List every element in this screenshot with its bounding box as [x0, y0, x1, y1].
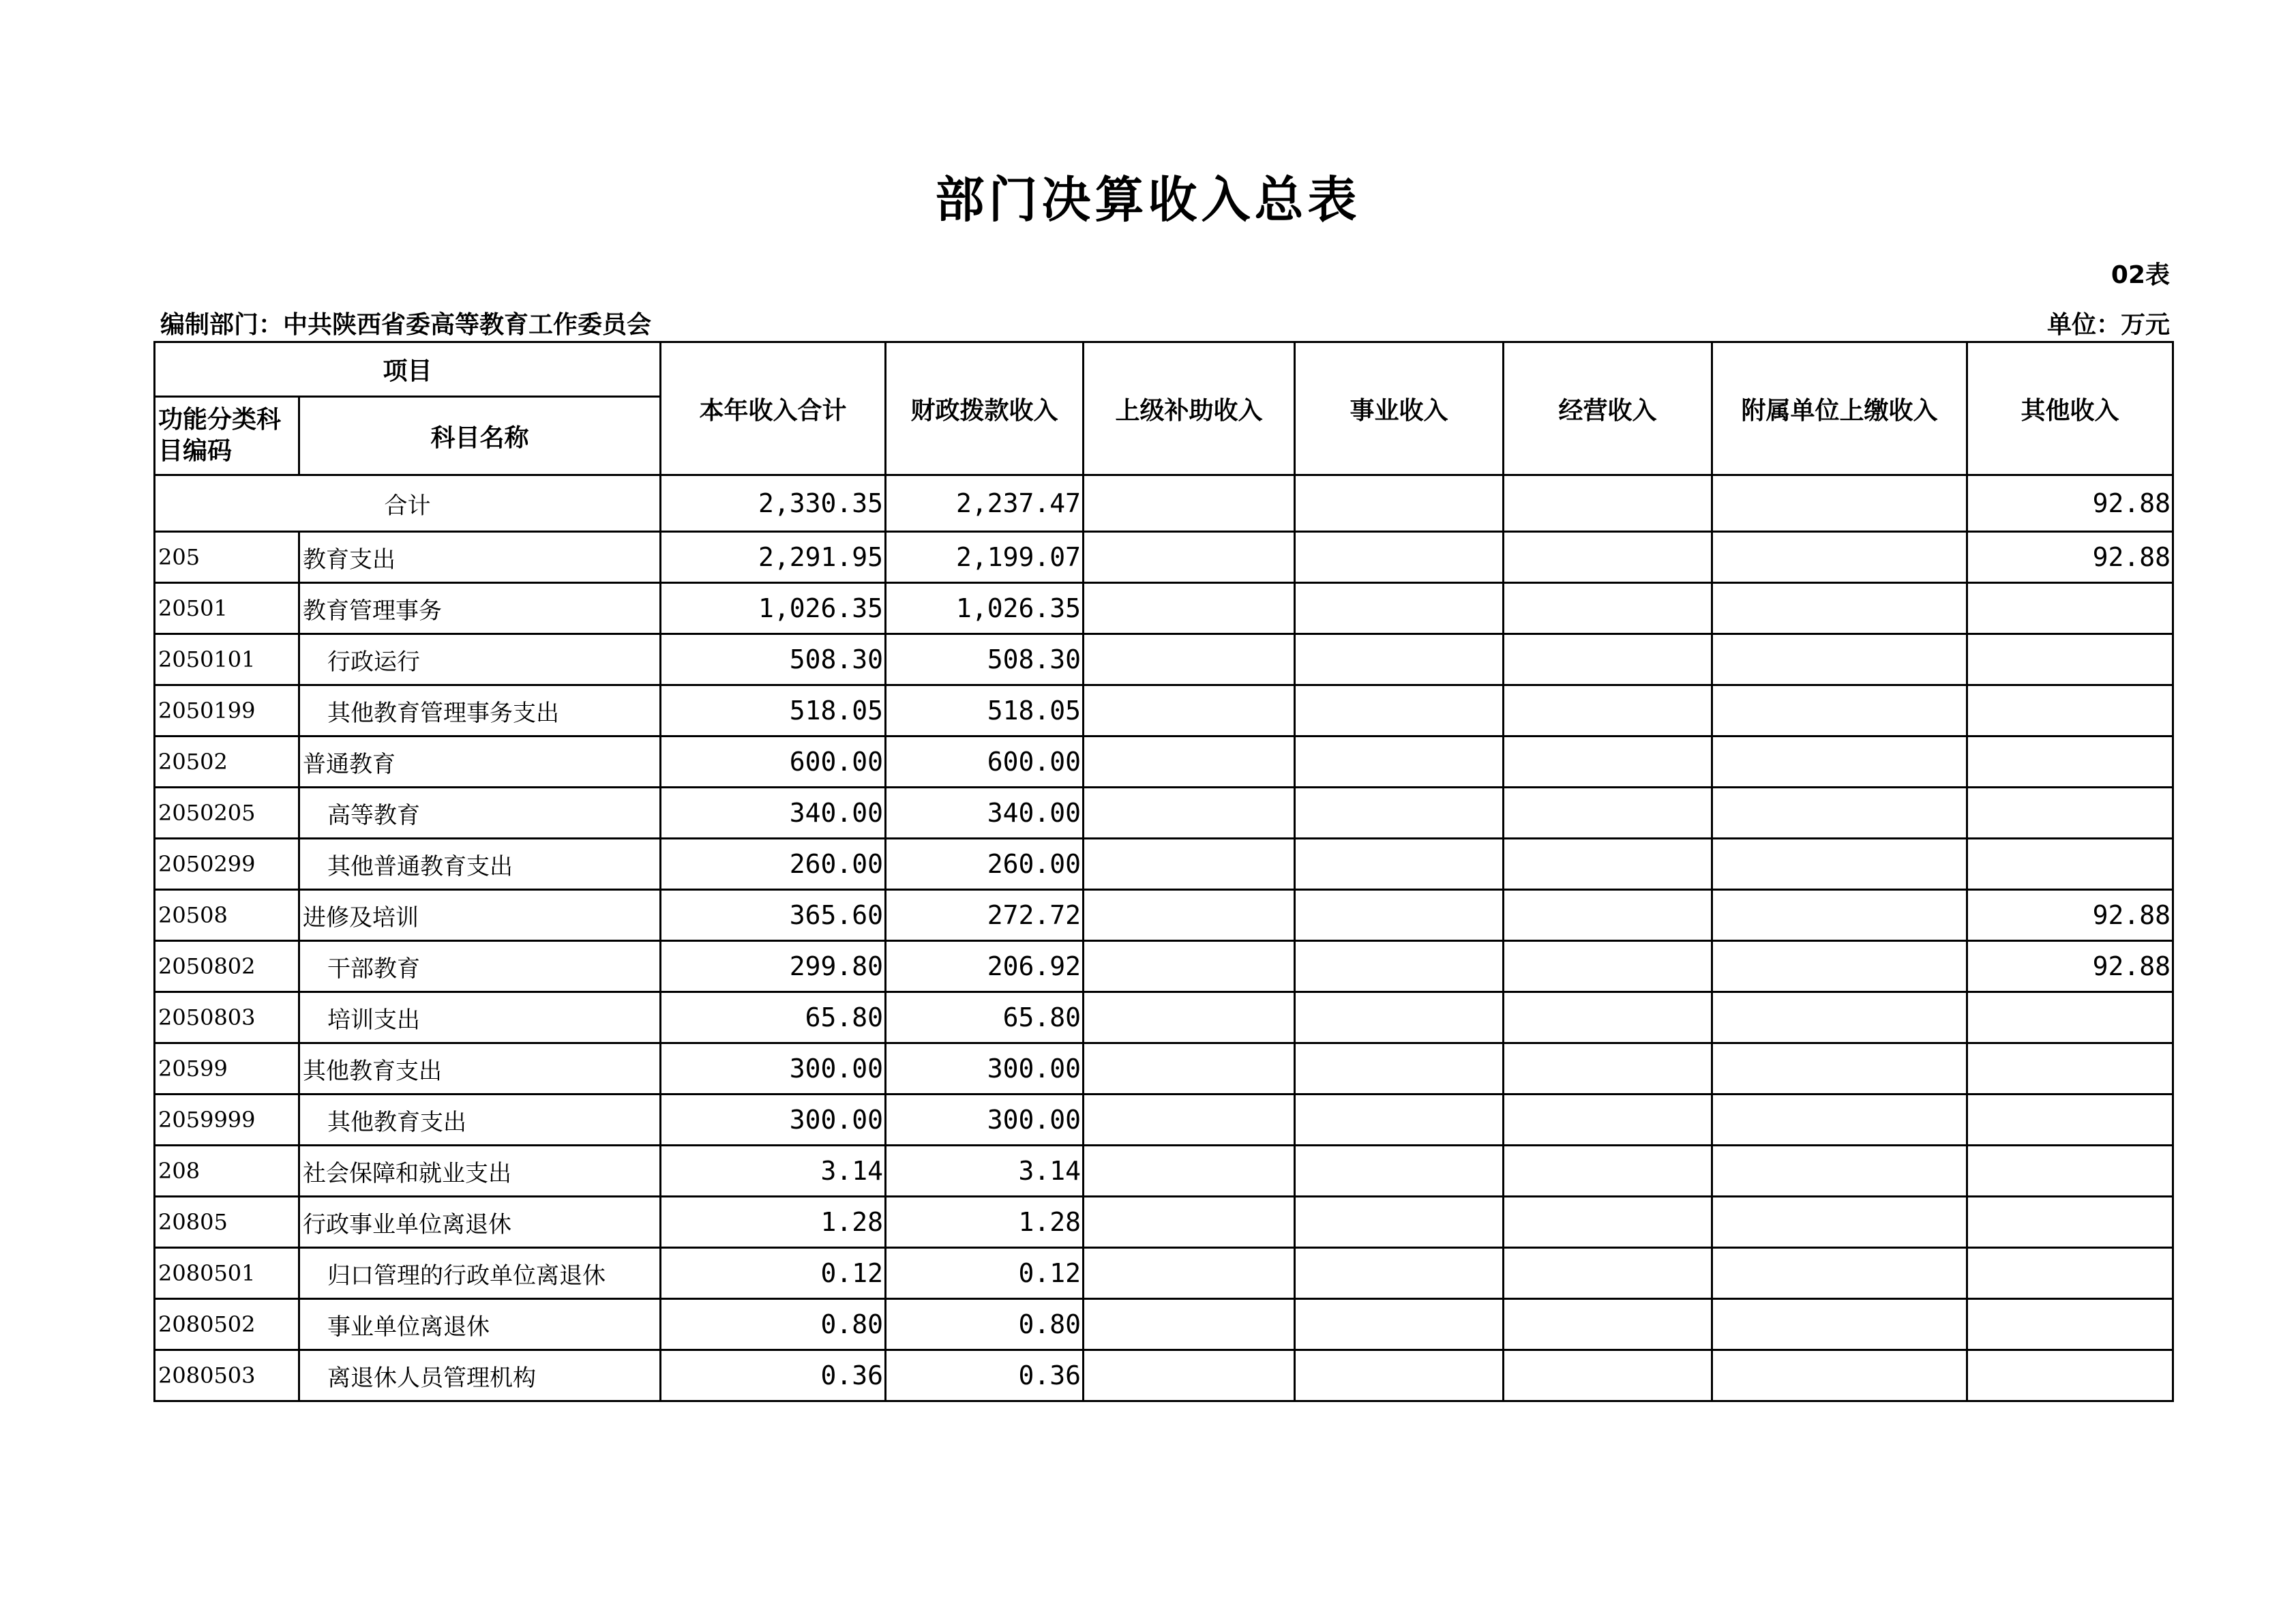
row-subject-name: 事业单位离退休 — [299, 1299, 661, 1350]
row-subject-name: 高等教育 — [299, 788, 661, 839]
row-other: 92.88 — [1967, 890, 2173, 941]
row-subject-name: 离退休人员管理机构 — [299, 1350, 661, 1401]
row-fiscal: 3.14 — [886, 1146, 1084, 1197]
row-superior-subsidy — [1084, 941, 1295, 992]
row-operating — [1504, 1095, 1712, 1146]
row-subject-name: 教育支出 — [299, 532, 661, 583]
row-affiliated — [1712, 1043, 1967, 1095]
row-affiliated — [1712, 685, 1967, 736]
row-total-income: 260.00 — [661, 839, 886, 890]
row-fiscal: 0.80 — [886, 1299, 1084, 1350]
table-row — [155, 685, 2173, 736]
row-business — [1295, 1095, 1504, 1146]
row-other — [1967, 1095, 2173, 1146]
row-superior-subsidy — [1084, 1197, 1295, 1248]
row-business — [1295, 941, 1504, 992]
row-affiliated — [1712, 941, 1967, 992]
row-superior-subsidy — [1084, 1043, 1295, 1095]
row-total-income: 1,026.35 — [661, 583, 886, 634]
row-business — [1295, 583, 1504, 634]
row-affiliated — [1712, 1095, 1967, 1146]
row-code: 2059999 — [155, 1095, 299, 1146]
table-row — [155, 1197, 2173, 1248]
row-superior-subsidy — [1084, 583, 1295, 634]
row-superior-subsidy — [1084, 685, 1295, 736]
row-total-income: 3.14 — [661, 1146, 886, 1197]
row-code: 2080502 — [155, 1299, 299, 1350]
row-subject-name: 培训支出 — [299, 992, 661, 1043]
table-row — [155, 583, 2173, 634]
row-business — [1295, 992, 1504, 1043]
row-other — [1967, 1248, 2173, 1299]
row-affiliated — [1712, 1197, 1967, 1248]
table-row — [155, 1043, 2173, 1095]
row-affiliated — [1712, 890, 1967, 941]
row-business — [1295, 1248, 1504, 1299]
row-business — [1295, 685, 1504, 736]
row-total-income: 0.36 — [661, 1350, 886, 1401]
row-operating — [1504, 532, 1712, 583]
row-fiscal: 300.00 — [886, 1095, 1084, 1146]
row-code: 20599 — [155, 1043, 299, 1095]
row-superior-subsidy — [1084, 1146, 1295, 1197]
row-affiliated — [1712, 1248, 1967, 1299]
header-row-1 — [155, 342, 2173, 397]
row-operating — [1504, 1043, 1712, 1095]
row-total-income: 365.60 — [661, 890, 886, 941]
row-total-income: 340.00 — [661, 788, 886, 839]
row-superior-subsidy — [1084, 634, 1295, 685]
row-affiliated — [1712, 992, 1967, 1043]
row-total-income: 299.80 — [661, 941, 886, 992]
row-other: 92.88 — [1967, 532, 2173, 583]
row-code: 205 — [155, 532, 299, 583]
row-operating — [1504, 788, 1712, 839]
row-affiliated — [1712, 839, 1967, 890]
row-fiscal: 1.28 — [886, 1197, 1084, 1248]
table-number: 02表 — [2111, 261, 2170, 289]
row-affiliated — [1712, 634, 1967, 685]
total-business-cell — [1295, 475, 1504, 532]
row-superior-subsidy — [1084, 736, 1295, 788]
row-fiscal: 0.12 — [886, 1248, 1084, 1299]
income-summary-table — [153, 341, 2174, 1402]
row-business — [1295, 1299, 1504, 1350]
row-other — [1967, 1197, 2173, 1248]
table-row — [155, 1350, 2173, 1401]
row-fiscal: 272.72 — [886, 890, 1084, 941]
header-item: 项目 — [155, 342, 661, 397]
row-code: 2050101 — [155, 634, 299, 685]
row-code: 208 — [155, 1146, 299, 1197]
row-operating — [1504, 736, 1712, 788]
header-other: 其他收入 — [1967, 342, 2173, 475]
row-fiscal: 518.05 — [886, 685, 1084, 736]
row-code: 20501 — [155, 583, 299, 634]
table-row — [155, 1248, 2173, 1299]
row-code: 20502 — [155, 736, 299, 788]
header-fiscal: 财政拨款收入 — [886, 342, 1084, 475]
total-row — [155, 475, 2173, 532]
row-code: 2080503 — [155, 1350, 299, 1401]
total-income-cell: 2,330.35 — [661, 475, 886, 532]
row-total-income: 0.80 — [661, 1299, 886, 1350]
table-row — [155, 1095, 2173, 1146]
row-business — [1295, 532, 1504, 583]
row-business — [1295, 890, 1504, 941]
row-code: 2050803 — [155, 992, 299, 1043]
total-other-cell: 92.88 — [1967, 475, 2173, 532]
row-business — [1295, 1350, 1504, 1401]
row-code: 2050299 — [155, 839, 299, 890]
row-operating — [1504, 992, 1712, 1043]
page-title: 部门决算收入总表 — [935, 171, 1361, 228]
row-total-income: 2,291.95 — [661, 532, 886, 583]
row-affiliated — [1712, 1146, 1967, 1197]
row-business — [1295, 1197, 1504, 1248]
row-other — [1967, 1299, 2173, 1350]
row-superior-subsidy — [1084, 1095, 1295, 1146]
row-total-income: 518.05 — [661, 685, 886, 736]
row-operating — [1504, 1350, 1712, 1401]
header-operating: 经营收入 — [1504, 342, 1712, 475]
row-business — [1295, 1146, 1504, 1197]
row-fiscal: 600.00 — [886, 736, 1084, 788]
row-other — [1967, 583, 2173, 634]
row-affiliated — [1712, 1299, 1967, 1350]
table-row — [155, 839, 2173, 890]
row-superior-subsidy — [1084, 992, 1295, 1043]
table-row — [155, 634, 2173, 685]
row-total-income: 0.12 — [661, 1248, 886, 1299]
row-superior-subsidy — [1084, 1299, 1295, 1350]
row-affiliated — [1712, 788, 1967, 839]
row-operating — [1504, 1146, 1712, 1197]
total-affiliated-cell — [1712, 475, 1967, 532]
row-superior-subsidy — [1084, 1248, 1295, 1299]
header-func-code: 功能分类科目编码 — [155, 397, 299, 475]
row-subject-name: 行政运行 — [299, 634, 661, 685]
row-superior-subsidy — [1084, 1350, 1295, 1401]
row-code: 2050199 — [155, 685, 299, 736]
row-other — [1967, 736, 2173, 788]
row-other — [1967, 1146, 2173, 1197]
row-other — [1967, 1043, 2173, 1095]
row-other — [1967, 992, 2173, 1043]
row-subject-name: 其他教育支出 — [299, 1043, 661, 1095]
unit-label: 单位：万元 — [2046, 311, 2170, 339]
row-code: 2080501 — [155, 1248, 299, 1299]
row-affiliated — [1712, 1350, 1967, 1401]
row-superior-subsidy — [1084, 890, 1295, 941]
row-subject-name: 其他教育支出 — [299, 1095, 661, 1146]
row-subject-name: 其他教育管理事务支出 — [299, 685, 661, 736]
row-fiscal: 260.00 — [886, 839, 1084, 890]
row-subject-name: 其他普通教育支出 — [299, 839, 661, 890]
row-affiliated — [1712, 532, 1967, 583]
row-fiscal: 65.80 — [886, 992, 1084, 1043]
row-fiscal: 340.00 — [886, 788, 1084, 839]
row-operating — [1504, 941, 1712, 992]
header-business: 事业收入 — [1295, 342, 1504, 475]
row-other: 92.88 — [1967, 941, 2173, 992]
total-fiscal-cell: 2,237.47 — [886, 475, 1084, 532]
header-total-income: 本年收入合计 — [661, 342, 886, 475]
row-business — [1295, 634, 1504, 685]
row-operating — [1504, 685, 1712, 736]
row-code: 20508 — [155, 890, 299, 941]
total-operating-cell — [1504, 475, 1712, 532]
row-subject-name: 普通教育 — [299, 736, 661, 788]
row-operating — [1504, 890, 1712, 941]
row-subject-name: 行政事业单位离退休 — [299, 1197, 661, 1248]
row-total-income: 65.80 — [661, 992, 886, 1043]
row-fiscal: 0.36 — [886, 1350, 1084, 1401]
row-business — [1295, 839, 1504, 890]
row-operating — [1504, 634, 1712, 685]
row-business — [1295, 736, 1504, 788]
table-row — [155, 788, 2173, 839]
row-subject-name: 归口管理的行政单位离退休 — [299, 1248, 661, 1299]
row-code: 2050205 — [155, 788, 299, 839]
row-subject-name: 进修及培训 — [299, 890, 661, 941]
table-row — [155, 890, 2173, 941]
row-superior-subsidy — [1084, 788, 1295, 839]
row-total-income: 600.00 — [661, 736, 886, 788]
table-row — [155, 941, 2173, 992]
row-operating — [1504, 583, 1712, 634]
row-fiscal: 206.92 — [886, 941, 1084, 992]
table-row — [155, 736, 2173, 788]
row-other — [1967, 685, 2173, 736]
row-other — [1967, 839, 2173, 890]
row-code: 20805 — [155, 1197, 299, 1248]
row-subject-name: 社会保障和就业支出 — [299, 1146, 661, 1197]
row-business — [1295, 1043, 1504, 1095]
row-operating — [1504, 1248, 1712, 1299]
table-row — [155, 992, 2173, 1043]
row-operating — [1504, 1197, 1712, 1248]
row-other — [1967, 1350, 2173, 1401]
row-other — [1967, 788, 2173, 839]
row-superior-subsidy — [1084, 532, 1295, 583]
table-row — [155, 1146, 2173, 1197]
row-affiliated — [1712, 583, 1967, 634]
total-superior-subsidy-cell — [1084, 475, 1295, 532]
row-operating — [1504, 1299, 1712, 1350]
row-operating — [1504, 839, 1712, 890]
row-total-income: 508.30 — [661, 634, 886, 685]
department-label: 编制部门：中共陕西省委高等教育工作委员会 — [160, 311, 652, 339]
row-fiscal: 1,026.35 — [886, 583, 1084, 634]
row-affiliated — [1712, 736, 1967, 788]
row-total-income: 300.00 — [661, 1043, 886, 1095]
row-fiscal: 300.00 — [886, 1043, 1084, 1095]
row-subject-name: 教育管理事务 — [299, 583, 661, 634]
row-business — [1295, 788, 1504, 839]
row-fiscal: 2,199.07 — [886, 532, 1084, 583]
row-subject-name: 干部教育 — [299, 941, 661, 992]
header-subject-name: 科目名称 — [299, 397, 661, 475]
total-label: 合计 — [155, 475, 661, 532]
header-affiliated: 附属单位上缴收入 — [1712, 342, 1967, 475]
header-superior-subsidy: 上级补助收入 — [1084, 342, 1295, 475]
row-superior-subsidy — [1084, 839, 1295, 890]
row-fiscal: 508.30 — [886, 634, 1084, 685]
row-total-income: 1.28 — [661, 1197, 886, 1248]
row-total-income: 300.00 — [661, 1095, 886, 1146]
table-row — [155, 532, 2173, 583]
row-code: 2050802 — [155, 941, 299, 992]
row-other — [1967, 634, 2173, 685]
table-row — [155, 1299, 2173, 1350]
